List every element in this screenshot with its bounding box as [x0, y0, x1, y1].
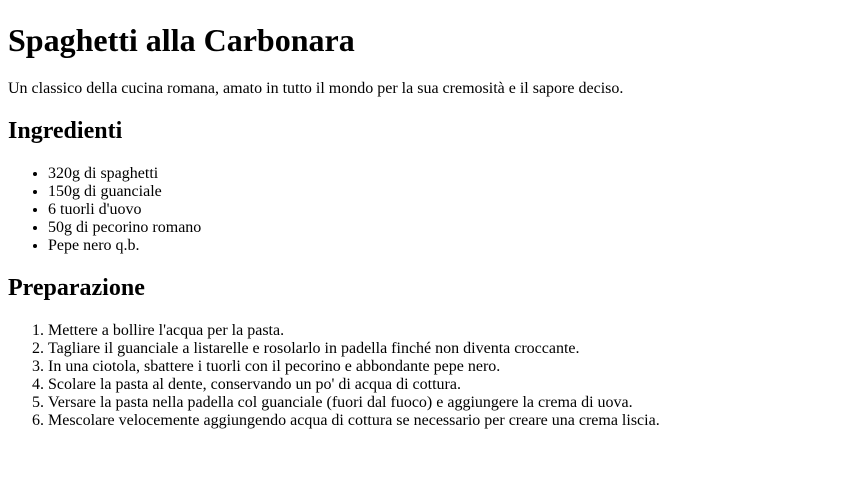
ingredient-item: • 6 tuorli d'uovo: [48, 201, 201, 219]
ingredient-item: • Pepe nero q.b.: [48, 237, 201, 255]
recipe-intro: Un classico della cucina romana, amato in tutto il mondo per la sua cremosità e il sapore deciso.: [8, 80, 624, 97]
page-title: Spaghetti alla Carbonara: [8, 22, 355, 58]
step-item: 1. Mettere a bollire l'acqua per la pasta.: [48, 322, 660, 340]
ingredients-list: [0, 165, 201, 255]
step-item: 3. In una ciotola, sbattere i tuorli con il pecorino e abbondante pepe nero.: [48, 358, 660, 376]
ingredient-item: • 150g di guanciale: [48, 183, 201, 201]
ingredients-heading: Ingredienti: [8, 118, 123, 144]
steps-list: [0, 322, 660, 430]
step-item: 2. Tagliare il guanciale a listarelle e rosolarlo in padella finché non diventa croccante.: [48, 340, 660, 358]
step-item: 6. Mescolare velocemente aggiungendo acqua di cottura se necessario per creare una crema liscia.: [48, 412, 660, 430]
preparation-heading: Preparazione: [8, 275, 145, 301]
step-item: 4. Scolare la pasta al dente, conservando un po' di acqua di cottura.: [48, 376, 660, 394]
ingredient-item: • 50g di pecorino romano: [48, 219, 201, 237]
ingredient-item: • 320g di spaghetti: [48, 165, 201, 183]
step-item: 5. Versare la pasta nella padella col guanciale (fuori dal fuoco) e aggiungere la crema di uova.: [48, 394, 660, 412]
